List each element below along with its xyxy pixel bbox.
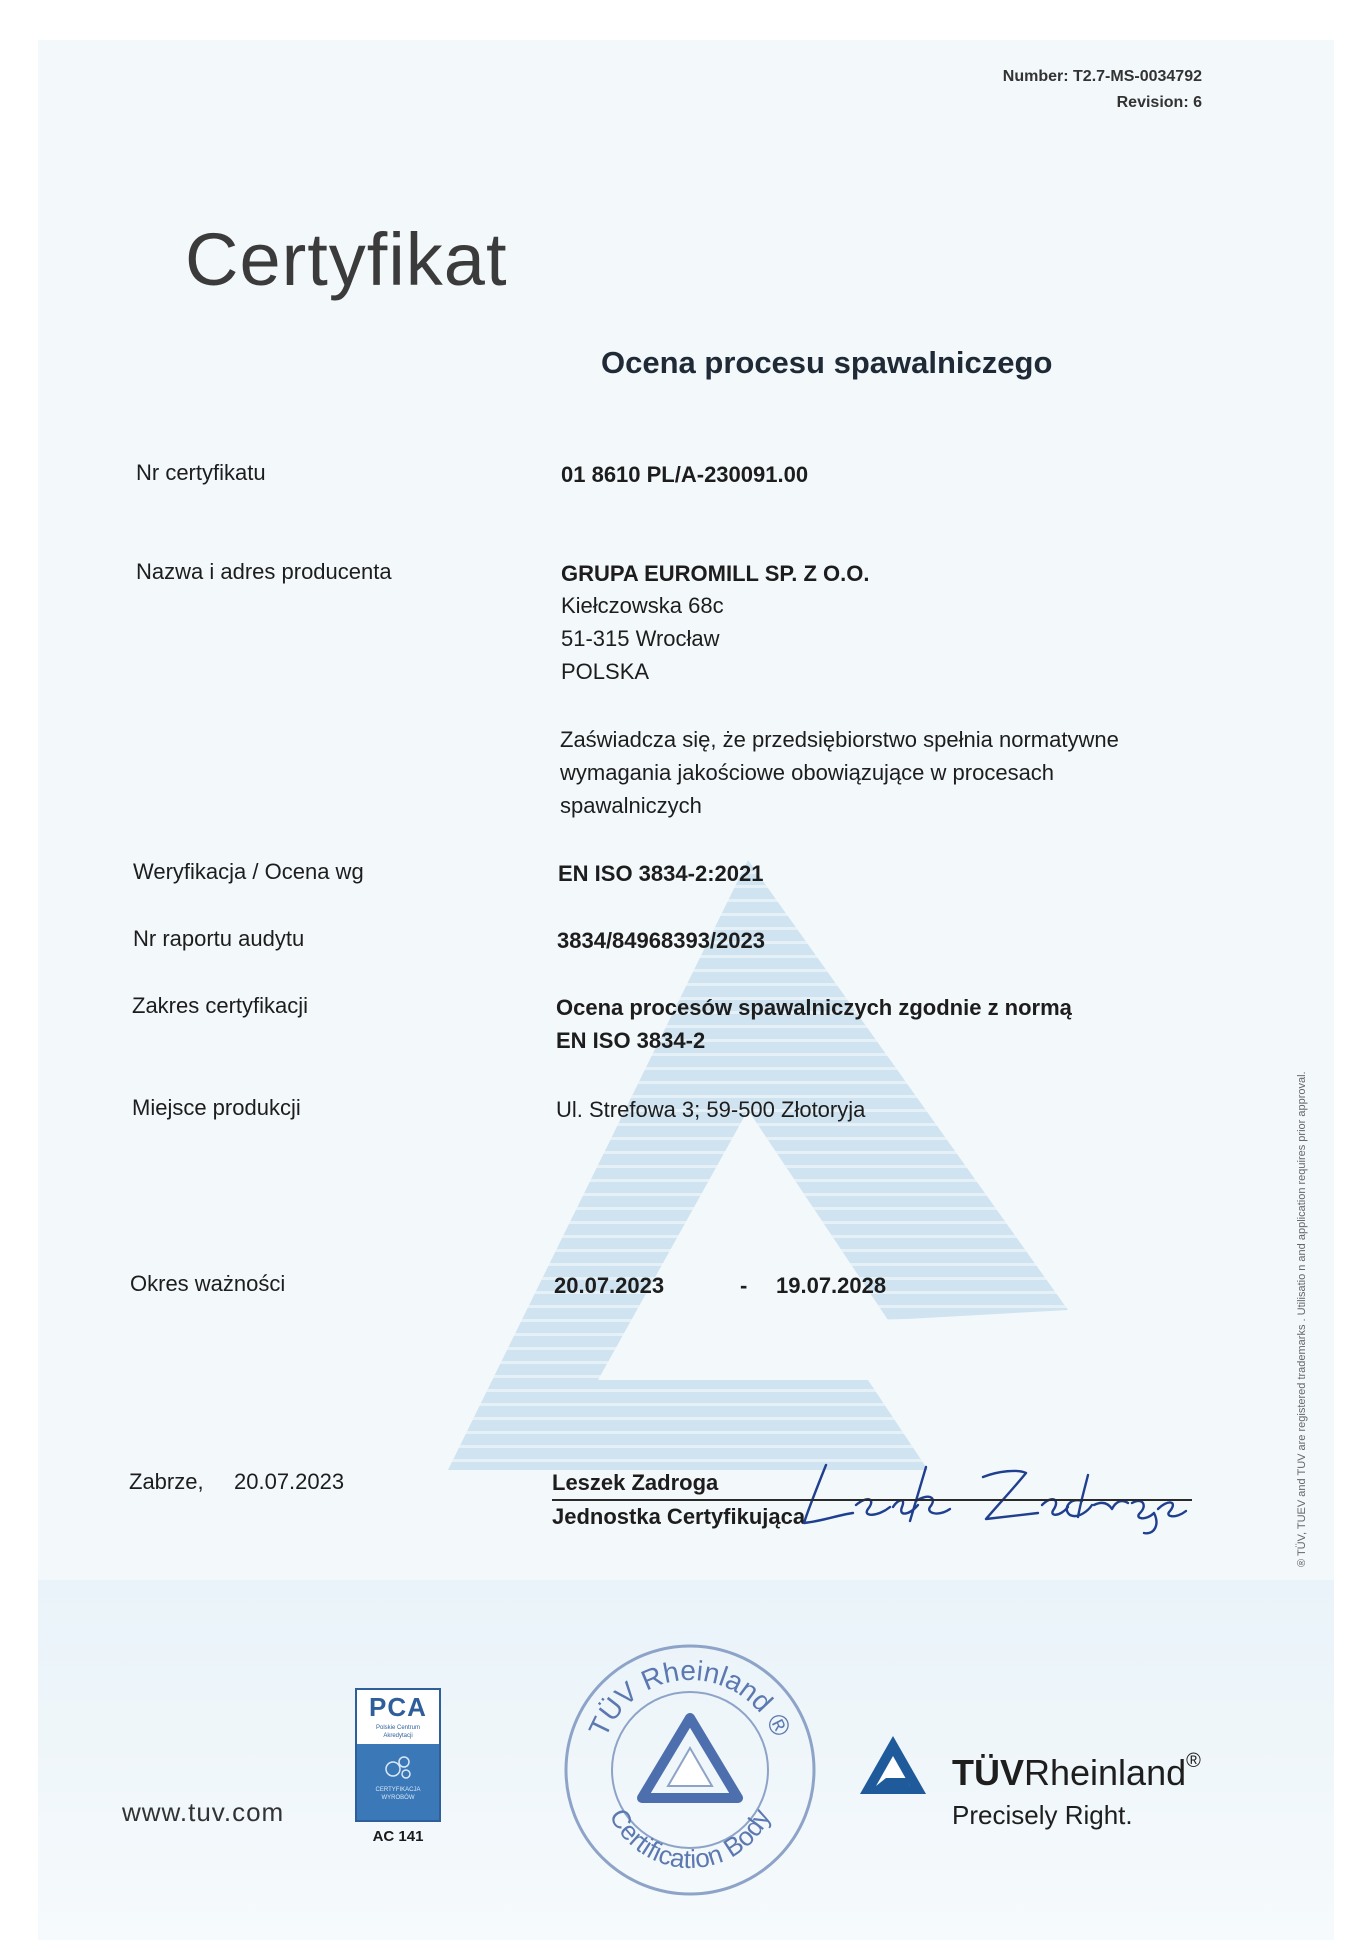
pca-sub: WYROBÓW (381, 1795, 415, 1801)
statement-line: spawalniczych (560, 793, 702, 818)
pca-sub: Polskie Centrum (375, 1725, 420, 1731)
validity-label: Okres ważności (130, 1271, 286, 1296)
verification-label: Weryfikacja / Ocena wg (133, 859, 364, 884)
audit-report-label: Nr raportu audytu (133, 926, 305, 951)
tuv-triangle-watermark-icon (448, 860, 1068, 1540)
scope-line: Ocena procesów spawalniczych zgodnie z normą (556, 995, 1072, 1020)
validity-separator: - (740, 1273, 748, 1298)
number-value: T2.7-MS-0034792 (1073, 68, 1202, 85)
producer-label: Nazwa i adres producenta (136, 559, 392, 584)
pca-code: AC 141 (372, 1828, 424, 1845)
scope-line: EN ISO 3834-2 (556, 1028, 706, 1053)
brand-tagline: Precisely Right. (952, 1800, 1133, 1830)
validity-from: 20.07.2023 (554, 1273, 665, 1298)
seal-top-text: TÜV Rheinland ® (582, 1654, 798, 1742)
brand-rest: Rheinland (1024, 1752, 1187, 1793)
validity-to: 19.07.2028 (776, 1273, 887, 1298)
svg-text:TÜV Rheinland ® (583, 1655, 798, 1742)
verification-value: EN ISO 3834-2:2021 (558, 861, 764, 886)
svg-text:Certification Body (604, 1803, 777, 1874)
tuv-rheinland-logo-icon (858, 1734, 928, 1796)
signer-name: Leszek Zadroga (552, 1470, 719, 1495)
page-title: Certyfikat (185, 218, 508, 301)
pca-word: PCA (369, 1692, 427, 1722)
handwritten-signature (798, 1455, 1188, 1535)
pca-sub: Akredytacji (383, 1733, 413, 1739)
signature-line (552, 1499, 1192, 1501)
cert-no-label: Nr certyfikatu (136, 460, 266, 485)
production-site-label: Miejsce produkcji (132, 1095, 301, 1120)
statement-line: wymagania jakościowe obowiązujące w procesach (560, 760, 1055, 785)
revision-label: Revision: (1116, 94, 1189, 111)
cert-no-value: 01 8610 PL/A-230091.00 (561, 462, 809, 487)
audit-report-value: 3834/84968393/2023 (557, 928, 765, 953)
number-label: Number: (1002, 68, 1069, 85)
signoff-date: 20.07.2023 (234, 1469, 345, 1494)
scope-label: Zakres certyfikacji (132, 993, 309, 1018)
pca-accreditation-logo (355, 1688, 441, 1822)
brand-bold: TÜV (952, 1752, 1024, 1793)
producer-line: Kiełczowska 68c (561, 593, 724, 618)
producer-line: 51-315 Wrocław (561, 626, 720, 651)
certificate-revision (1117, 94, 1202, 112)
certificate-number (1003, 68, 1202, 86)
gear-cluster-icon (381, 1752, 415, 1782)
tuv-certification-seal-icon (560, 1640, 820, 1900)
statement-line: Zaświadcza się, że przedsiębiorstwo spełnia normatywne (560, 727, 1119, 752)
seal-bottom-text: Certification Body (603, 1803, 777, 1875)
website-link[interactable]: www.tuv.com (122, 1797, 285, 1827)
certificate-sheet (38, 40, 1334, 1920)
pca-bottom (357, 1744, 439, 1820)
producer-line: POLSKA (561, 659, 650, 684)
brand-reg: ® (1186, 1750, 1201, 1772)
signoff-place: Zabrze, (129, 1469, 204, 1494)
revision-value: 6 (1193, 94, 1202, 111)
brand-name (952, 1752, 1201, 1794)
trademark-side-note: ® TÜV, TUEV and TUV are registered trademarks . Utilisatio n and application requires prior approval. (1296, 1071, 1308, 1567)
signer-role: Jednostka Certyfikująca (552, 1504, 806, 1529)
production-site-value: Ul. Strefowa 3; 59-500 Złotoryja (556, 1097, 866, 1122)
page-subtitle: Ocena procesu spawalniczego (601, 345, 1053, 380)
producer-line: GRUPA EUROMILL SP. Z O.O. (561, 561, 870, 586)
pca-sub: CERTYFIKACJA (375, 1787, 421, 1793)
